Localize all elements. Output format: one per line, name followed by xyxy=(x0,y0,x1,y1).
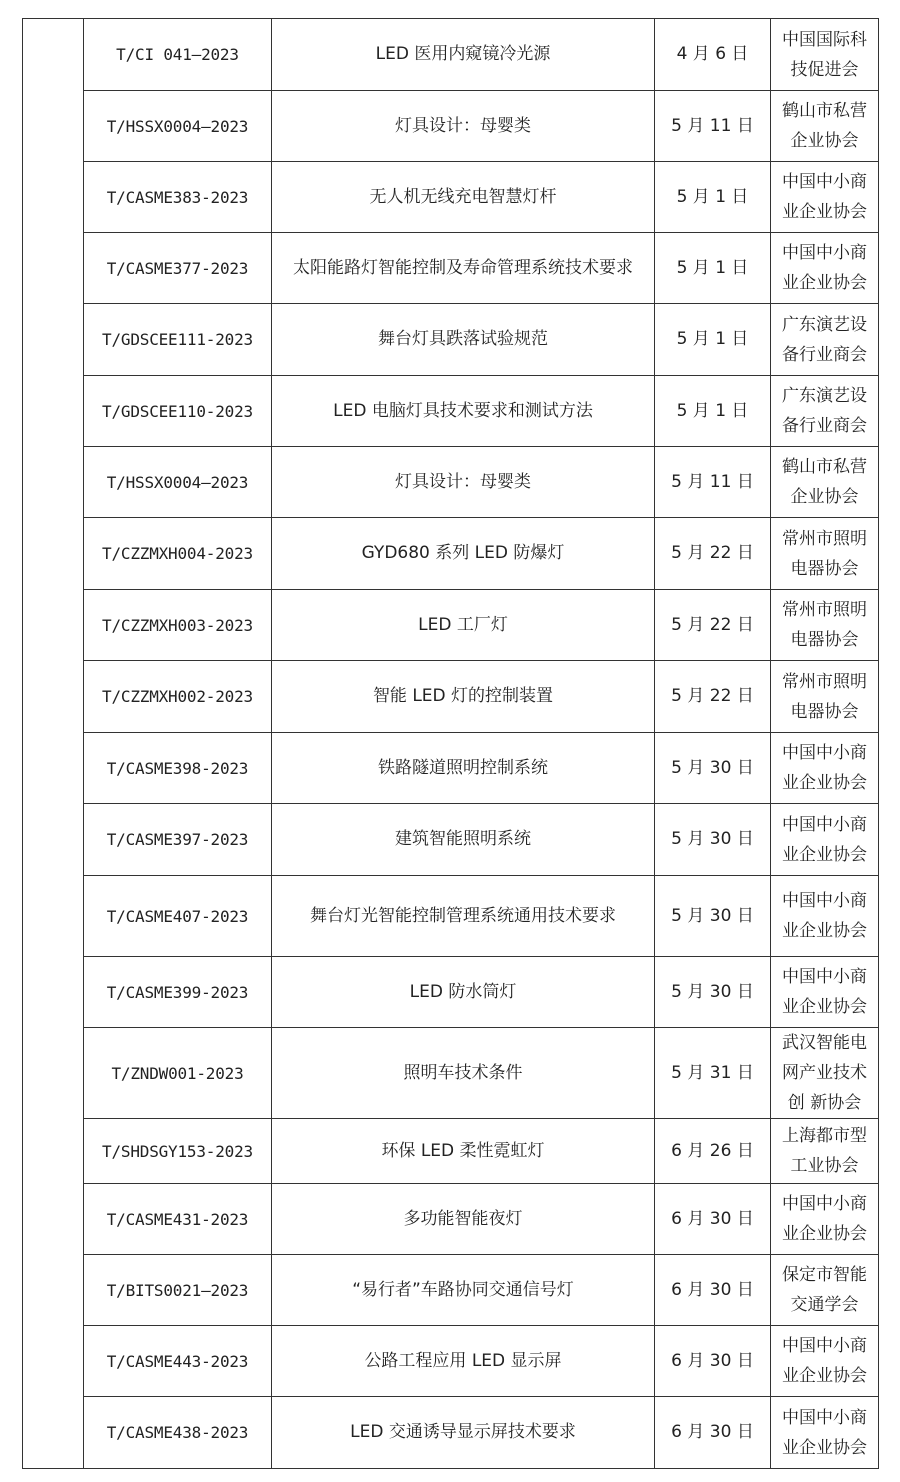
release-date: 6 月 30 日 xyxy=(655,1326,771,1397)
issuing-organization: 保定市智能交通学会 xyxy=(771,1255,879,1326)
release-date: 6 月 30 日 xyxy=(655,1397,771,1469)
table-row xyxy=(23,733,879,804)
standard-code: T/HSSX0004—2023 xyxy=(84,447,272,518)
standard-code: T/GDSCEE111-2023 xyxy=(84,304,272,376)
release-date: 6 月 30 日 xyxy=(655,1255,771,1326)
standard-name: 铁路隧道照明控制系统 xyxy=(272,733,655,804)
standard-code: T/CZZMXH004-2023 xyxy=(84,518,272,590)
table-row xyxy=(23,19,879,91)
issuing-organization: 中国国际科技促进会 xyxy=(771,19,879,91)
issuing-organization: 广东演艺设备行业商会 xyxy=(771,304,879,376)
standard-name: 灯具设计：母婴类 xyxy=(272,447,655,518)
issuing-organization: 鹤山市私营企业协会 xyxy=(771,447,879,518)
release-date: 5 月 30 日 xyxy=(655,957,771,1028)
release-date: 5 月 1 日 xyxy=(655,376,771,447)
issuing-organization: 常州市照明电器协会 xyxy=(771,518,879,590)
issuing-organization: 上海都市型工业协会 xyxy=(771,1119,879,1184)
issuing-organization: 中国中小商业企业协会 xyxy=(771,957,879,1028)
issuing-organization: 中国中小商业企业协会 xyxy=(771,733,879,804)
table-row xyxy=(23,1119,879,1184)
standard-name: 无人机无线充电智慧灯杆 xyxy=(272,162,655,233)
standard-code: T/CASME438-2023 xyxy=(84,1397,272,1469)
table-row xyxy=(23,233,879,304)
table-row xyxy=(23,447,879,518)
issuing-organization: 中国中小商业企业协会 xyxy=(771,162,879,233)
standard-name: 灯具设计：母婴类 xyxy=(272,91,655,162)
table-row xyxy=(23,91,879,162)
table-row xyxy=(23,304,879,376)
release-date: 5 月 1 日 xyxy=(655,162,771,233)
standard-name: 舞台灯具跌落试验规范 xyxy=(272,304,655,376)
standard-code: T/CASME407-2023 xyxy=(84,876,272,957)
standard-name: 智能 LED 灯的控制装置 xyxy=(272,661,655,733)
standard-name: 太阳能路灯智能控制及寿命管理系统技术要求 xyxy=(272,233,655,304)
table-row xyxy=(23,1184,879,1255)
issuing-organization: 中国中小商业企业协会 xyxy=(771,1326,879,1397)
standard-name: LED 工厂灯 xyxy=(272,590,655,661)
standard-code: T/SHDSGY153-2023 xyxy=(84,1119,272,1184)
table-row xyxy=(23,1397,879,1469)
standard-name: 环保 LED 柔性霓虹灯 xyxy=(272,1119,655,1184)
issuing-organization: 中国中小商业企业协会 xyxy=(771,876,879,957)
release-date: 5 月 1 日 xyxy=(655,233,771,304)
standard-code: T/CZZMXH003-2023 xyxy=(84,590,272,661)
table-row xyxy=(23,804,879,876)
standards-table xyxy=(22,18,879,1469)
standard-code: T/ZNDW001-2023 xyxy=(84,1028,272,1119)
release-date: 5 月 22 日 xyxy=(655,661,771,733)
standard-name: LED 医用内窥镜冷光源 xyxy=(272,19,655,91)
standard-code: T/CASME398-2023 xyxy=(84,733,272,804)
standard-code: T/GDSCEE110-2023 xyxy=(84,376,272,447)
merged-first-column xyxy=(23,19,84,1469)
standard-name: 照明车技术条件 xyxy=(272,1028,655,1119)
standard-code: T/CASME443-2023 xyxy=(84,1326,272,1397)
issuing-organization: 中国中小商业企业协会 xyxy=(771,1397,879,1469)
standard-code: T/HSSX0004—2023 xyxy=(84,91,272,162)
table-row xyxy=(23,1028,879,1119)
standard-code: T/BITS0021—2023 xyxy=(84,1255,272,1326)
issuing-organization: 广东演艺设备行业商会 xyxy=(771,376,879,447)
table-row xyxy=(23,957,879,1028)
standard-name: GYD680 系列 LED 防爆灯 xyxy=(272,518,655,590)
release-date: 5 月 22 日 xyxy=(655,590,771,661)
issuing-organization: 常州市照明电器协会 xyxy=(771,661,879,733)
standard-name: LED 防水筒灯 xyxy=(272,957,655,1028)
table-row xyxy=(23,876,879,957)
release-date: 6 月 30 日 xyxy=(655,1184,771,1255)
table-row xyxy=(23,376,879,447)
standard-code: T/CASME383-2023 xyxy=(84,162,272,233)
release-date: 5 月 1 日 xyxy=(655,304,771,376)
standard-name: 舞台灯光智能控制管理系统通用技术要求 xyxy=(272,876,655,957)
table-row xyxy=(23,590,879,661)
standard-name: 公路工程应用 LED 显示屏 xyxy=(272,1326,655,1397)
table-row xyxy=(23,1255,879,1326)
issuing-organization: 中国中小商业企业协会 xyxy=(771,804,879,876)
standard-name: LED 交通诱导显示屏技术要求 xyxy=(272,1397,655,1469)
standard-code: T/CASME377-2023 xyxy=(84,233,272,304)
standard-name: “易行者”车路协同交通信号灯 xyxy=(272,1255,655,1326)
issuing-organization: 武汉智能电网产业技术创 新协会 xyxy=(771,1028,879,1119)
issuing-organization: 常州市照明电器协会 xyxy=(771,590,879,661)
table-row xyxy=(23,162,879,233)
release-date: 4 月 6 日 xyxy=(655,19,771,91)
issuing-organization: 中国中小商业企业协会 xyxy=(771,233,879,304)
release-date: 5 月 30 日 xyxy=(655,804,771,876)
issuing-organization: 中国中小商业企业协会 xyxy=(771,1184,879,1255)
release-date: 6 月 26 日 xyxy=(655,1119,771,1184)
standards-table-page xyxy=(22,18,878,1469)
standard-code: T/CASME397-2023 xyxy=(84,804,272,876)
standard-code: T/CZZMXH002-2023 xyxy=(84,661,272,733)
issuing-organization: 鹤山市私营企业协会 xyxy=(771,91,879,162)
standard-code: T/CASME399-2023 xyxy=(84,957,272,1028)
standards-table-body xyxy=(23,19,879,1469)
standard-name: 建筑智能照明系统 xyxy=(272,804,655,876)
standard-name: LED 电脑灯具技术要求和测试方法 xyxy=(272,376,655,447)
table-row xyxy=(23,661,879,733)
release-date: 5 月 30 日 xyxy=(655,733,771,804)
table-row xyxy=(23,518,879,590)
standard-name: 多功能智能夜灯 xyxy=(272,1184,655,1255)
standard-code: T/CASME431-2023 xyxy=(84,1184,272,1255)
release-date: 5 月 11 日 xyxy=(655,91,771,162)
release-date: 5 月 30 日 xyxy=(655,876,771,957)
release-date: 5 月 31 日 xyxy=(655,1028,771,1119)
table-row xyxy=(23,1326,879,1397)
release-date: 5 月 11 日 xyxy=(655,447,771,518)
release-date: 5 月 22 日 xyxy=(655,518,771,590)
standard-code: T/CI 041—2023 xyxy=(84,19,272,91)
